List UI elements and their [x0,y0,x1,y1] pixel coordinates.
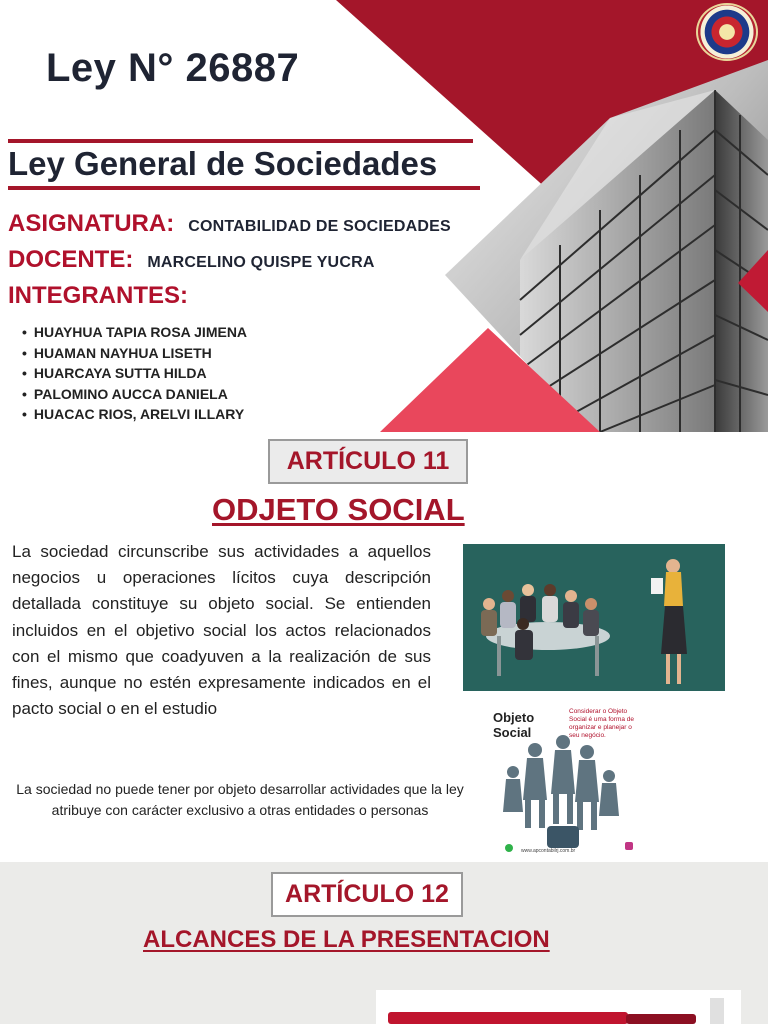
subject-value: CONTABILIDAD DE SOCIEDADES [188,218,451,235]
teacher-row [8,246,375,274]
article-11-label: ARTÍCULO 11 [268,439,468,484]
members-label: INTEGRANTES: [8,282,188,309]
title-divider-top [8,139,473,143]
article-12-label: ARTÍCULO 12 [271,872,463,917]
objeto-social-caption: Considerar o Objeto Social é uma forma de organizar e planejar o seu negócio. [569,708,635,739]
teacher-label: DOCENTE: [8,246,134,273]
list-item: • HUAYHUA TAPIA ROSA JIMENA [22,322,247,343]
objeto-social-title: Objeto Social [493,710,535,740]
article-11-note: La sociedad no puede tener por objeto desarrollar actividades que la ley atribuye con carácter exclusivo a otras entidades o personas [16,781,464,818]
list-item: • PALOMINO AUCCA DANIELA [22,384,247,405]
article-11-heading: ODJETO SOCIAL [212,492,465,527]
title-divider-bottom [8,186,480,190]
law-name-subtitle: Ley General de Sociedades [8,145,438,182]
meeting-illustration [463,544,725,691]
list-item: • HUARCAYA SUTTA HILDA [22,363,247,384]
objeto-social-image [483,702,643,858]
law-number-title: Ley N° 26887 [46,46,300,90]
subject-row [8,210,451,238]
article-12-heading: ALCANCES DE LA PRESENTACION [143,926,550,953]
article-11-body: La sociedad circunscribe sus actividades a aquellos negocios u operaciones lícitos cuya descripción detallada constituye su objeto social. Se entienden incluidos en el objetivo social los actos relacionados con el mismo que coadyuven a la realización de sus fines, aunque no estén expresamente indicados en el pacto social o en el estudio [12,542,431,719]
objeto-social-url: www.apcontabilrj.com.br [521,848,576,854]
article-12-image [376,990,741,1024]
members-list [22,322,247,425]
subject-label: ASIGNATURA: [8,210,175,237]
members-row [8,282,188,310]
list-item: • HUACAC RIOS, ARELVI ILLARY [22,404,247,425]
list-item: • HUAMAN NAYHUA LISETH [22,343,247,364]
university-seal-icon [696,3,758,61]
teacher-value: MARCELINO QUISPE YUCRA [147,254,375,271]
